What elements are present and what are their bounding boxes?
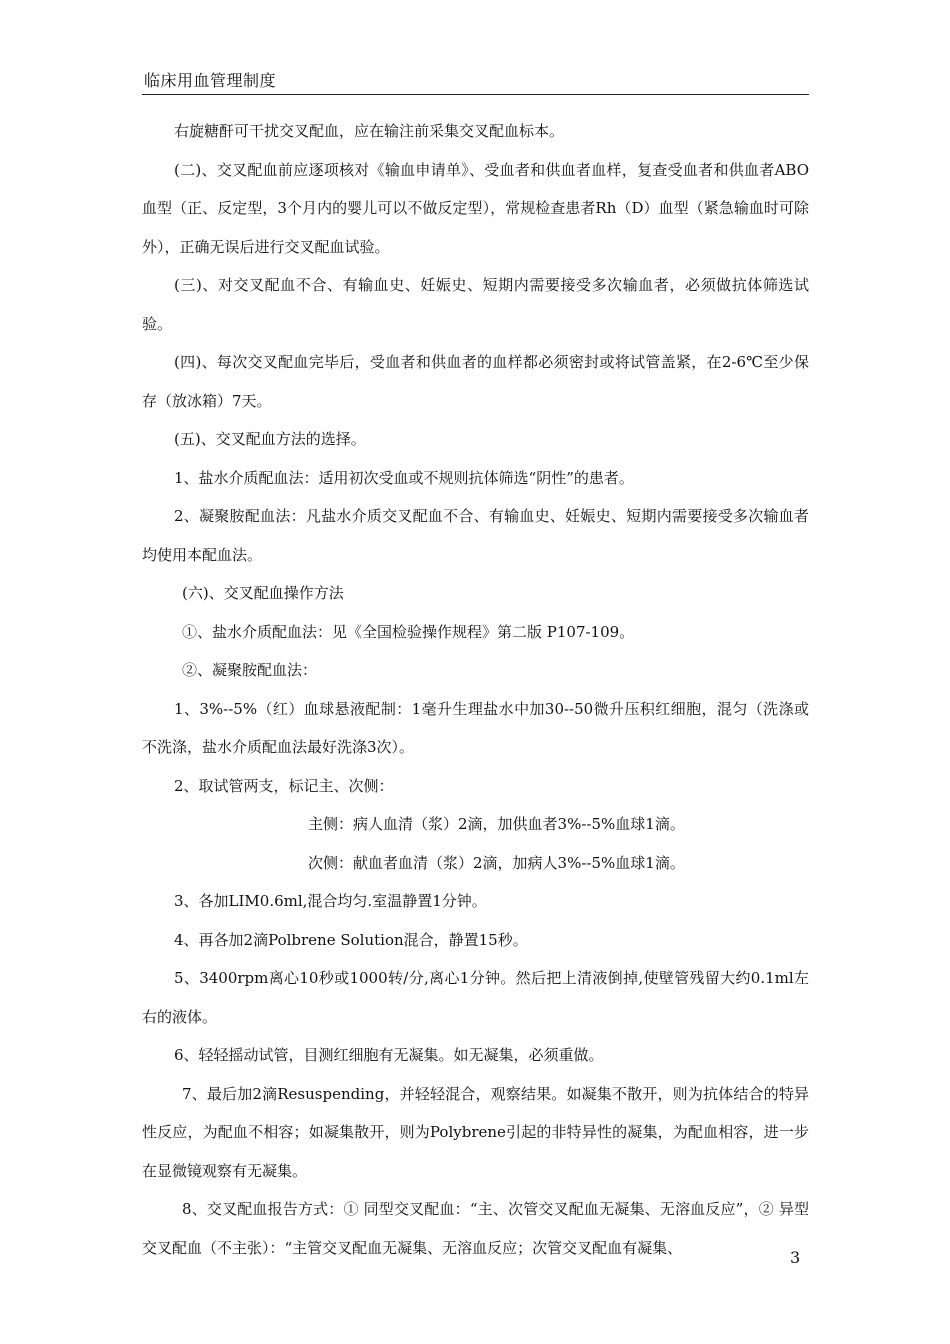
paragraph-minor-side: 次侧：献血者血清（浆）2滴，加病人3%--5%血球1滴。: [308, 853, 685, 872]
paragraph: 2、凝聚胺配血法：凡盐水介质交叉配血不合、有输血史、妊娠史、短期内需要接受多次输血者均使用本配血法。: [142, 507, 809, 564]
paragraph: ①、盐水介质配血法：见《全国检验操作规程》第二版 P107-109。: [182, 622, 635, 641]
paragraph: 7、最后加2滴Resuspending，并轻轻混合，观察结果。如凝集不散开，则为抗体结合的特异性反应，为配血不相容；如凝集散开，则为Polybrene引起的非特异性的凝集，为配血相容，进一步在显微镜观察有无凝集。: [142, 1084, 809, 1180]
paragraph: (二)、交叉配血前应逐项核对《输血申请单》、受血者和供血者血样，复查受血者和供血者ABO血型（正、反定型，3个月内的婴儿可以不做反定型），常规检查患者Rh（D）血型（紧急输血时可除外），正确无误后进行交叉配血试验。: [142, 160, 809, 256]
paragraph: 1、3%--5%（红）血球悬液配制：1毫升生理盐水中加30--50微升压积红细胞，混匀（洗涤或不洗涤，盐水介质配血法最好洗涤3次）。: [142, 699, 809, 756]
paragraph-main-side: 主侧：病人血清（浆）2滴，加供血者3%--5%血球1滴。: [308, 815, 685, 833]
paragraph: ②、凝聚胺配血法：: [182, 661, 318, 679]
paragraph: 8、交叉配血报告方式：① 同型交叉配血：“主、次管交叉配血无凝集、无溶血反应”，② 异型交叉配血（不主张）：“主管交叉配血无凝集、无溶血反应；次管交叉配血有凝集、: [142, 1200, 809, 1257]
paragraph: 5、3400rpm离心10秒或1000转/分,离心1分钟。然后把上清液倒掉,使壁管残留大约0.1ml左右的液体。: [142, 969, 809, 1026]
paragraph: 右旋糖酐可干扰交叉配血，应在输注前采集交叉配血标本。: [174, 122, 565, 140]
paragraph: 3、各加LIM0.6ml,混合均匀.室温静置1分钟。: [174, 892, 487, 910]
paragraph: 1、盐水介质配血法：适用初次受血或不规则抗体筛选“阴性”的患者。: [174, 468, 634, 487]
paragraph: (三)、对交叉配血不合、有输血史、妊娠史、短期内需要接受多次输血者，必须做抗体筛选试验。: [142, 276, 809, 333]
page-header: [142, 66, 809, 95]
paragraph: (六)、交叉配血操作方法: [182, 584, 344, 602]
document-body: [142, 112, 809, 1267]
paragraph: (五)、交叉配血方法的选择。: [174, 430, 366, 448]
paragraph: 2、取试管两支，标记主、次侧：: [174, 776, 394, 795]
page-number: 3: [790, 1248, 801, 1267]
paragraph: (四)、每次交叉配血完毕后，受血者和供血者的血样都必须密封或将试管盖紧，在2-6℃至少保存（放冰箱）7天。: [142, 353, 809, 410]
paragraph: 6、轻轻摇动试管，目测红细胞有无凝集。如无凝集，必须重做。: [174, 1046, 604, 1064]
paragraph: 4、再各加2滴Polbrene Solution混合，静置15秒。: [174, 930, 528, 949]
header-title: 临床用血管理制度: [144, 71, 277, 90]
